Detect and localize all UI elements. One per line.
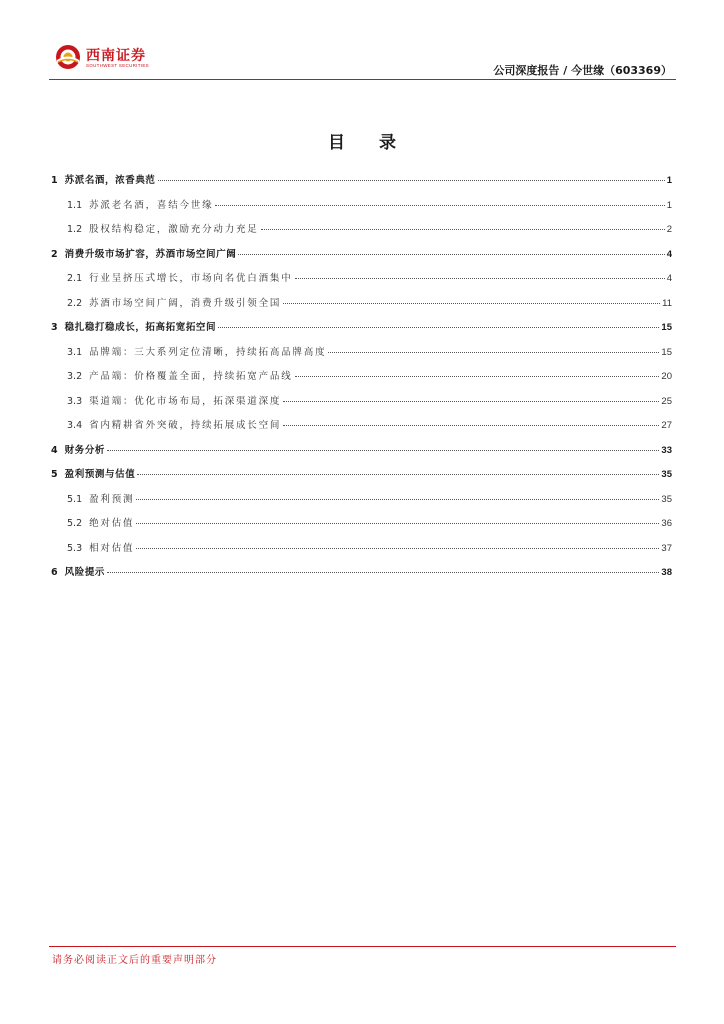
toc-entry[interactable]: [51, 515, 672, 540]
toc-entry-title: 财务分析: [64, 444, 106, 456]
toc-entry-number: 1: [51, 175, 58, 186]
toc-entry-number: 5.2: [67, 518, 83, 529]
toc-entry-title: 品牌端：三大系列定位清晰，持续拓高品牌高度: [89, 346, 327, 358]
toc-entry-page: 27: [661, 420, 672, 431]
toc-entry[interactable]: [51, 270, 672, 295]
toc-entry-title: 稳扎稳打稳成长，拓高拓宽拓空间: [64, 322, 217, 333]
logo-text-cn: 西南证券: [86, 48, 146, 64]
toc-entry[interactable]: [51, 393, 672, 418]
toc-dot-leader: [295, 278, 665, 279]
toc-entry-number: 5.1: [67, 493, 83, 505]
table-of-contents: [51, 172, 672, 589]
toc-entry[interactable]: [51, 466, 672, 491]
toc-entry-title: 盈利预测与估值: [64, 469, 136, 480]
toc-entry-page: 4: [666, 273, 672, 284]
toc-entry-title: 行业呈挤压式增长，市场向名优白酒集中: [89, 273, 293, 284]
toc-dot-leader: [283, 425, 659, 426]
toc-entry[interactable]: [51, 368, 672, 393]
toc-dot-leader: [136, 499, 659, 500]
toc-entry-page: 36: [661, 518, 672, 529]
toc-entry-number: 4: [51, 444, 58, 456]
report-title: 公司深度报告 / 今世缘（603369）: [493, 64, 672, 77]
toc-entry-number: 5: [51, 469, 58, 480]
toc-entry-number: 2.2: [67, 297, 83, 309]
toc-entry-title: 风险提示: [64, 567, 106, 578]
toc-entry-page: 15: [661, 322, 672, 333]
toc-entry[interactable]: [51, 172, 672, 197]
disclaimer-note: 请务必阅读正文后的重要声明部分: [52, 955, 217, 966]
toc-entry-number: 3: [51, 322, 58, 333]
toc-entry-number: 3.3: [67, 395, 83, 407]
toc-entry-page: 1: [666, 175, 672, 186]
toc-entry[interactable]: [51, 417, 672, 442]
toc-dot-leader: [218, 327, 659, 328]
toc-entry-title: 渠道端：优化市场布局，拓深渠道深度: [89, 395, 282, 407]
toc-entry-title: 苏派老名酒，喜结今世缘: [89, 199, 214, 211]
toc-entry[interactable]: [51, 540, 672, 565]
toc-entry-number: 1.2: [67, 224, 83, 235]
toc-entry-page: 25: [661, 395, 672, 407]
toc-entry-title: 产品端：价格覆盖全面，持续拓宽产品线: [89, 371, 293, 382]
toc-entry-title: 苏派名酒，浓香典范: [64, 175, 156, 186]
toc-entry-title: 盈利预测: [89, 493, 135, 505]
header-divider: [49, 79, 676, 80]
toc-entry-title: 绝对估值: [89, 518, 135, 529]
toc-entry-page: 4: [666, 248, 672, 260]
toc-entry-page: 2: [666, 224, 672, 235]
footer-divider: [49, 946, 676, 947]
toc-entry[interactable]: [51, 344, 672, 369]
toc-entry-title: 相对估值: [89, 542, 135, 554]
toc-entry[interactable]: [51, 491, 672, 516]
toc-entry-title: 股权结构稳定，激励充分动力充足: [89, 224, 259, 235]
toc-dot-leader: [328, 352, 659, 353]
toc-entry-number: 3.1: [67, 346, 83, 358]
toc-entry-page: 33: [661, 444, 672, 456]
toc-dot-leader: [107, 572, 659, 573]
toc-dot-leader: [261, 229, 665, 230]
logo-text-en: SOUTHWEST SECURITIES: [86, 63, 149, 68]
toc-entry[interactable]: [51, 295, 672, 320]
toc-entry-page: 1: [666, 199, 672, 211]
toc-entry[interactable]: [51, 442, 672, 467]
toc-heading: 目 录: [328, 133, 410, 153]
page-header: [0, 0, 724, 82]
toc-dot-leader: [158, 180, 665, 181]
toc-entry-number: 3.2: [67, 371, 83, 382]
company-logo: [55, 44, 165, 74]
toc-entry-page: 38: [661, 567, 672, 578]
toc-entry-number: 2.1: [67, 273, 83, 284]
toc-dot-leader: [136, 523, 659, 524]
toc-entry-page: 37: [661, 542, 672, 554]
toc-entry-page: 35: [661, 469, 672, 480]
toc-dot-leader: [215, 205, 664, 206]
toc-entry[interactable]: [51, 197, 672, 222]
toc-entry-number: 1.1: [67, 199, 83, 211]
toc-entry[interactable]: [51, 564, 672, 589]
toc-entry-page: 20: [661, 371, 672, 382]
toc-dot-leader: [283, 401, 659, 402]
toc-entry-number: 6: [51, 567, 58, 578]
toc-entry[interactable]: [51, 246, 672, 271]
toc-entry-title: 省内精耕省外突破，持续拓展成长空间: [89, 420, 282, 431]
toc-entry[interactable]: [51, 319, 672, 344]
toc-dot-leader: [137, 474, 659, 475]
toc-entry-page: 35: [661, 493, 672, 505]
toc-entry-title: 苏酒市场空间广阔，消费升级引领全国: [89, 297, 282, 309]
toc-entry-page: 15: [661, 346, 672, 358]
toc-dot-leader: [107, 450, 659, 451]
toc-entry-number: 5.3: [67, 542, 83, 554]
toc-dot-leader: [136, 548, 659, 549]
toc-entry-page: 11: [662, 297, 672, 309]
toc-entry-number: 2: [51, 248, 58, 260]
toc-dot-leader: [295, 376, 660, 377]
toc-entry[interactable]: [51, 221, 672, 246]
toc-dot-leader: [238, 254, 664, 255]
toc-dot-leader: [283, 303, 660, 304]
toc-entry-title: 消费升级市场扩容，苏酒市场空间广阔: [64, 248, 237, 260]
toc-entry-number: 3.4: [67, 420, 83, 431]
logo-icon: [55, 44, 81, 70]
